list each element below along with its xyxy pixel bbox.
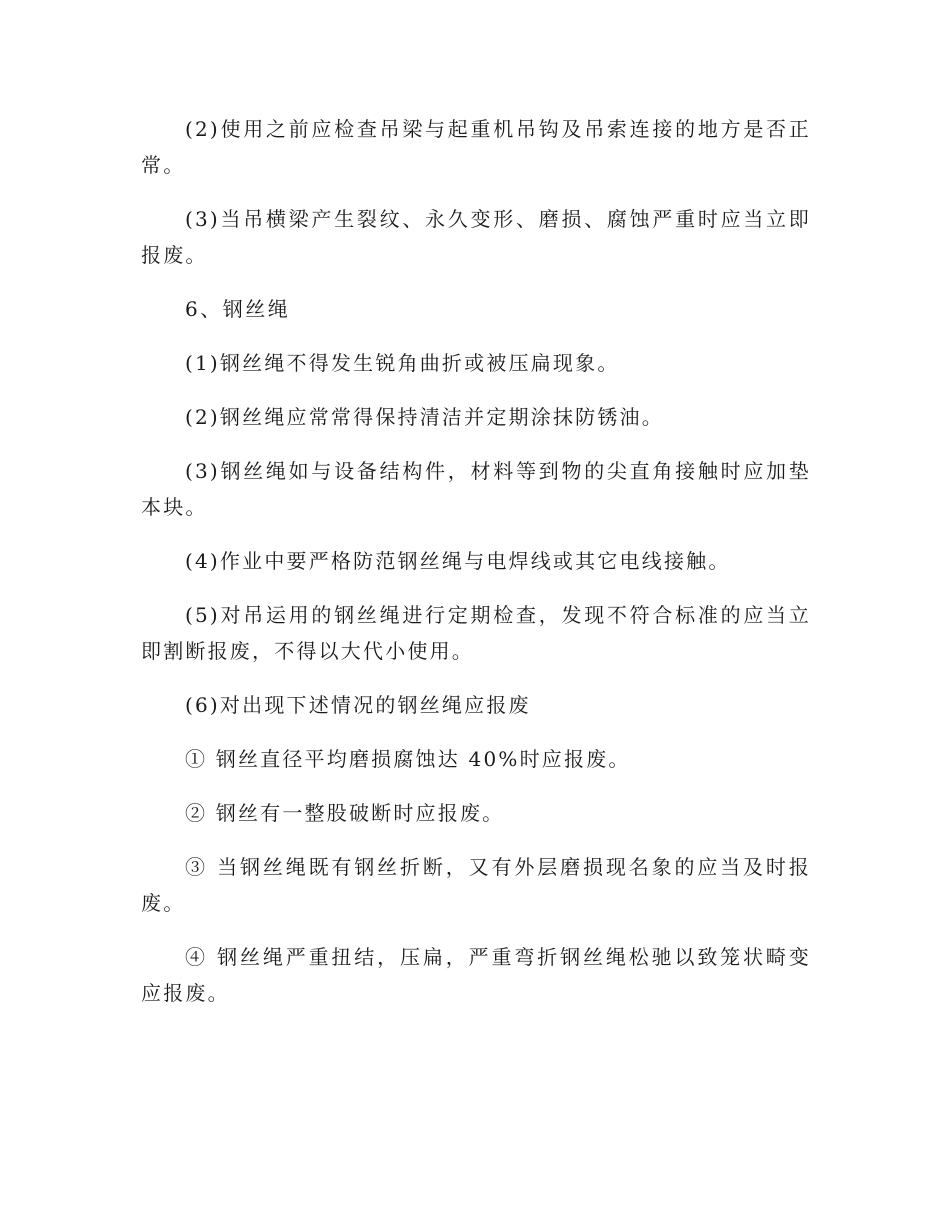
list-item-circled-4: ④ 钢丝绳严重扭结，压扁，严重弯折钢丝绳松驰以致笼状畸变应报废。: [141, 945, 811, 1005]
section-heading-wire-rope: 6、钢丝绳: [185, 297, 291, 321]
paragraph-wire-rope-5: (5)对吊运用的钢丝绳进行定期检查，发现不符合标准的应当立即割断报废，不得以大代小使用。: [141, 603, 811, 663]
document-body: [141, 111, 811, 1011]
paragraph-wire-rope-1: (1)钢丝绳不得发生锐角曲折或被压扁现象。: [185, 351, 620, 375]
list-item-circled-1: ① 钢丝直径平均磨损腐蚀达 40%时应报废。: [185, 747, 631, 771]
list-item-circled-2: ② 钢丝有一整股破断时应报废。: [185, 801, 505, 825]
paragraph-2-hanger-check: (2)使用之前应检查吊梁与起重机吊钩及吊索连接的地方是否正常。: [141, 117, 811, 177]
paragraph-wire-rope-4: (4)作业中要严格防范钢丝绳与电焊线或其它电线接触。: [185, 549, 731, 573]
paragraph-3-hanger-scrap: (3)当吊横梁产生裂纹、永久变形、磨损、腐蚀严重时应当立即报废。: [141, 207, 811, 267]
paragraph-wire-rope-2: (2)钢丝绳应常常得保持清洁并定期涂抹防锈油。: [185, 405, 664, 429]
paragraph-wire-rope-3: (3)钢丝绳如与设备结构件，材料等到物的尖直角接触时应加垫本块。: [141, 459, 811, 519]
paragraph-wire-rope-6: (6)对出现下述情况的钢丝绳应报废: [185, 693, 531, 717]
list-item-circled-3: ③ 当钢丝绳既有钢丝折断，又有外层磨损现名象的应当及时报废。: [141, 855, 811, 915]
